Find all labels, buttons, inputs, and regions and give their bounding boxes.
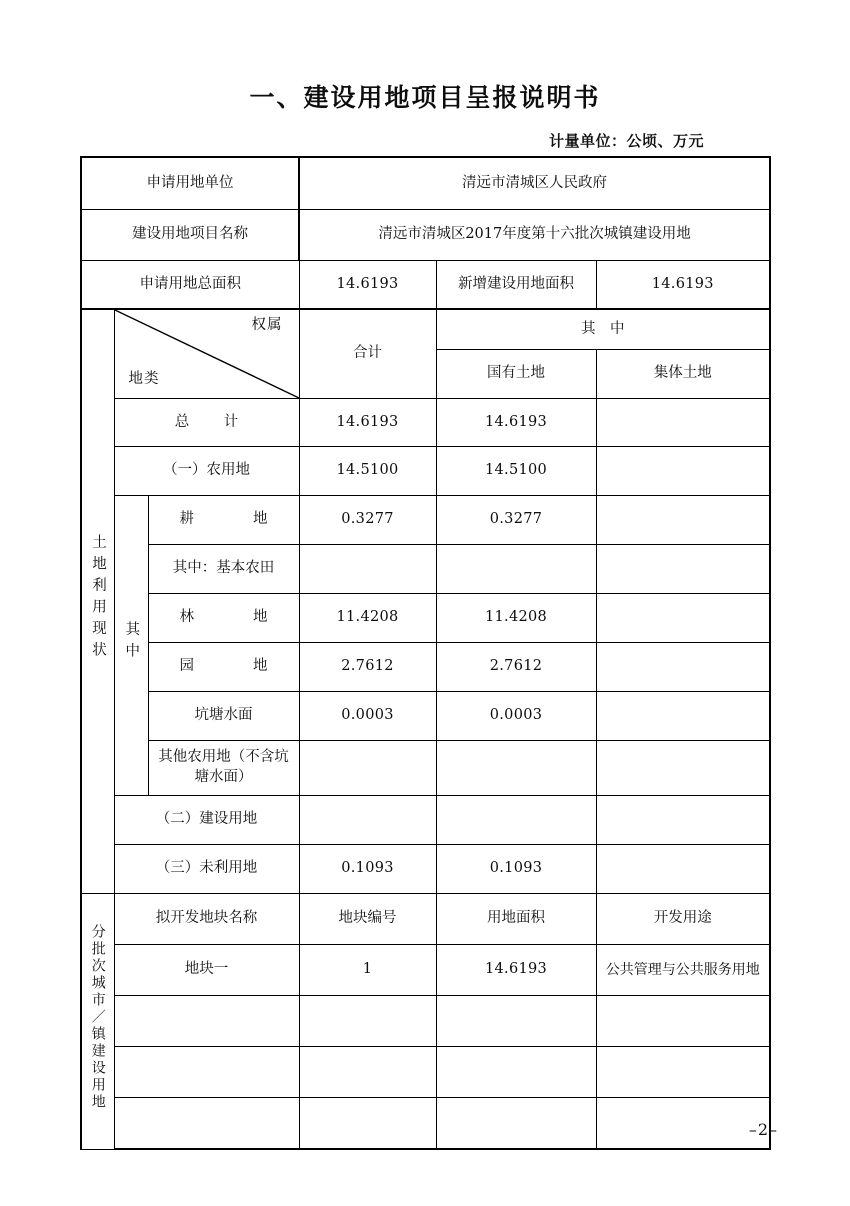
basic-farmland-state <box>436 545 596 594</box>
project-label: 建设用地项目名称 <box>81 210 299 261</box>
row-label-garden-land: 园 地 <box>148 643 299 692</box>
pond-water-state: 0.0003 <box>436 692 596 741</box>
column-header-group: 其 中 <box>436 309 770 350</box>
construction-land-total <box>299 796 436 845</box>
construction-land-collective <box>596 796 770 845</box>
unused-land-total: 0.1093 <box>299 845 436 894</box>
ownership-landtype-diagonal-header <box>114 309 299 399</box>
land-application-table <box>80 156 769 1112</box>
land-status-section-label <box>81 309 114 894</box>
agricultural-land-state: 14.5100 <box>436 447 596 496</box>
parcel-1-name: 地块一 <box>114 945 299 996</box>
parcel-3-name <box>114 1047 299 1098</box>
parcel-4-purpose <box>596 1098 770 1150</box>
table-row-garden-land <box>81 643 770 692</box>
garden-land-total: 2.7612 <box>299 643 436 692</box>
row-label-other-agricultural-land: 其他农用地（不含坑塘水面） <box>148 741 299 796</box>
page-number: –2– <box>748 1120 778 1139</box>
table-row-applicant <box>81 157 770 210</box>
new-construction-value: 14.6193 <box>596 261 770 310</box>
parcels-section-label <box>81 894 114 1150</box>
parcel-1-area: 14.6193 <box>436 945 596 996</box>
forest-land-state: 11.4208 <box>436 594 596 643</box>
table-row-parcel-3 <box>81 1047 770 1098</box>
forest-land-total: 11.4208 <box>299 594 436 643</box>
parcel-2-code <box>299 996 436 1047</box>
table-row-construction-land <box>81 796 770 845</box>
row-label-grand-total: 总 计 <box>114 399 299 447</box>
new-construction-label: 新增建设用地面积 <box>436 261 596 310</box>
column-header-total: 合计 <box>299 309 436 399</box>
parcel-1-purpose: 公共管理与公共服务用地 <box>596 945 770 996</box>
land-status-sub-label <box>114 496 148 796</box>
grand-total-state: 14.6193 <box>436 399 596 447</box>
total-area-value: 14.6193 <box>299 261 436 310</box>
basic-farmland-collective <box>596 545 770 594</box>
measurement-unit-note: 计量单位：公顷、万元 <box>548 132 704 150</box>
parcel-header-area: 用地面积 <box>436 894 596 945</box>
table-row-basic-farmland <box>81 545 770 594</box>
agricultural-land-total: 14.5100 <box>299 447 436 496</box>
land-status-sub-label-text: 其中 <box>123 620 140 664</box>
table-row-project-name <box>81 210 770 261</box>
parcel-3-purpose <box>596 1047 770 1098</box>
parcels-section-label-text: 分批次城市／镇建设用地 <box>89 924 106 1112</box>
pond-water-collective <box>596 692 770 741</box>
unused-land-collective <box>596 845 770 894</box>
main-table <box>80 156 771 1150</box>
other-agricultural-state <box>436 741 596 796</box>
grand-total-total: 14.6193 <box>299 399 436 447</box>
parcel-2-area <box>436 996 596 1047</box>
cultivated-land-total: 0.3277 <box>299 496 436 545</box>
table-row-parcel-headers <box>81 894 770 945</box>
land-status-section-label-text: 土地利用现状 <box>90 533 106 663</box>
landtype-header-label: 地类 <box>128 371 160 388</box>
forest-land-collective <box>596 594 770 643</box>
parcel-3-area <box>436 1047 596 1098</box>
table-row-parcel-1 <box>81 945 770 996</box>
ownership-header-label: 权属 <box>251 317 283 333</box>
row-label-basic-farmland: 其中：基本农田 <box>148 545 299 594</box>
table-row-forest-land <box>81 594 770 643</box>
table-row-agricultural-land <box>81 447 770 496</box>
applicant-label: 申请用地单位 <box>81 157 299 210</box>
table-row-parcel-4 <box>81 1098 770 1150</box>
construction-land-state <box>436 796 596 845</box>
parcel-header-purpose: 开发用途 <box>596 894 770 945</box>
row-label-agricultural-land: （一）农用地 <box>114 447 299 496</box>
table-row-cultivated-land <box>81 496 770 545</box>
row-label-pond-water-surface: 坑塘水面 <box>148 692 299 741</box>
row-label-unused-land: （三）未利用地 <box>114 845 299 894</box>
column-header-collective-land: 集体土地 <box>596 350 770 399</box>
column-header-state-land: 国有土地 <box>436 350 596 399</box>
garden-land-collective <box>596 643 770 692</box>
parcel-1-code: 1 <box>299 945 436 996</box>
row-label-construction-land: （二）建设用地 <box>114 796 299 845</box>
parcel-2-purpose <box>596 996 770 1047</box>
cultivated-land-state: 0.3277 <box>436 496 596 545</box>
applicant-value: 清远市清城区人民政府 <box>299 157 770 210</box>
project-value: 清远市清城区2017年度第十六批次城镇建设用地 <box>299 210 770 261</box>
other-agricultural-collective <box>596 741 770 796</box>
row-label-cultivated-land: 耕 地 <box>148 496 299 545</box>
parcel-3-code <box>299 1047 436 1098</box>
table-row-total-area <box>81 261 770 310</box>
row-label-forest-land: 林 地 <box>148 594 299 643</box>
parcel-4-code <box>299 1098 436 1150</box>
total-area-label: 申请用地总面积 <box>81 261 299 310</box>
unused-land-state: 0.1093 <box>436 845 596 894</box>
pond-water-total: 0.0003 <box>299 692 436 741</box>
parcel-2-name <box>114 996 299 1047</box>
table-row-other-agricultural-land <box>81 741 770 796</box>
cultivated-land-collective <box>596 496 770 545</box>
agricultural-land-collective <box>596 447 770 496</box>
basic-farmland-total <box>299 545 436 594</box>
table-row-grand-total <box>81 399 770 447</box>
parcel-header-name: 拟开发地块名称 <box>114 894 299 945</box>
garden-land-state: 2.7612 <box>436 643 596 692</box>
parcel-4-name <box>114 1098 299 1150</box>
page-title: 一、建设用地项目呈报说明书 <box>249 83 601 112</box>
table-row-parcel-2 <box>81 996 770 1047</box>
parcel-4-area <box>436 1098 596 1150</box>
grand-total-collective <box>596 399 770 447</box>
parcel-header-code: 地块编号 <box>299 894 436 945</box>
table-row-unused-land <box>81 845 770 894</box>
other-agricultural-total <box>299 741 436 796</box>
table-row-header-ownership <box>81 309 770 350</box>
table-row-pond-water-surface <box>81 692 770 741</box>
